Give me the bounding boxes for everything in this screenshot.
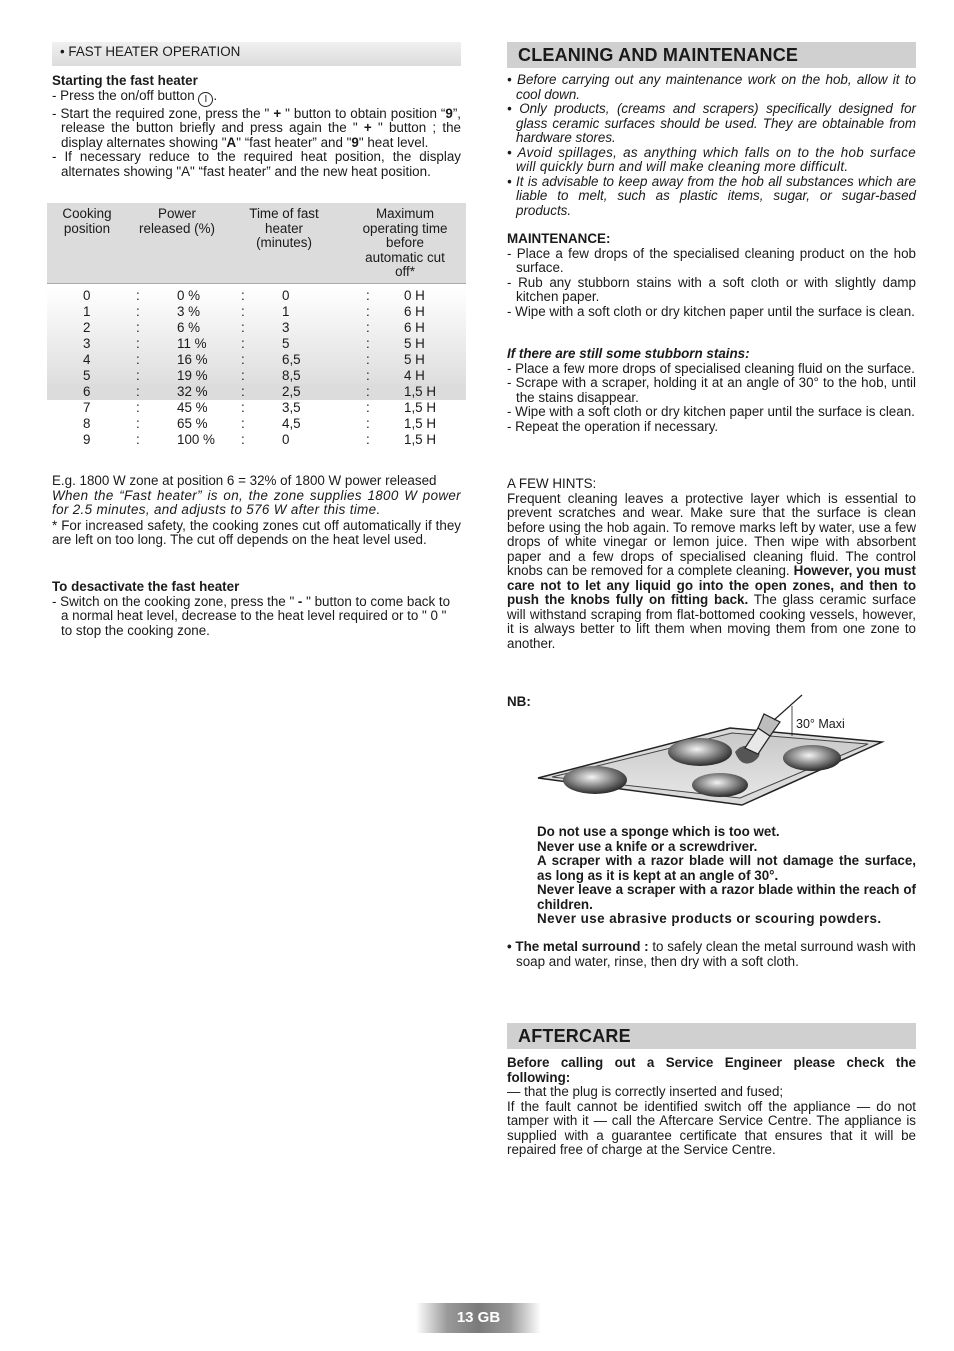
page-number: 13 GB	[416, 1303, 541, 1333]
cell-time: 3,5	[282, 400, 301, 415]
column-separator: :	[366, 304, 370, 319]
stubborn-step-4: - Repeat the operation if necessary.	[507, 418, 719, 434]
cell-time: 4,5	[282, 416, 301, 431]
example-section	[52, 474, 461, 548]
table-row	[47, 336, 466, 352]
cell-max-time: 4 H	[404, 368, 425, 383]
cell-max-time: 6 H	[404, 304, 425, 319]
cooking-zone-rear-right	[783, 745, 841, 771]
bullet-cool-down: • Before carrying out any maintenance work on the hob, allow it to cool down.	[507, 72, 916, 102]
bullet-products: • Only products, (creams and scrapers) specifically designed for glass ceramic surfaces should be used. They are obtainable from hardware stores.	[507, 101, 916, 145]
cooking-zone-front-left	[563, 766, 627, 794]
cell-position: 5	[83, 368, 91, 383]
cell-time: 1	[282, 304, 290, 319]
warning-knife: Never use a knife or a screwdriver.	[537, 838, 758, 854]
column-separator: :	[241, 304, 245, 319]
table-row	[47, 368, 466, 384]
cell-time: 8,5	[282, 368, 301, 383]
col-cooking-position: Cooking position	[62, 206, 112, 236]
cleaning-bullets	[507, 73, 916, 218]
nb-label: NB:	[507, 694, 531, 709]
column-separator: :	[366, 288, 370, 303]
warning-abrasive: Never use abrasive products or scouring powders.	[537, 911, 882, 926]
column-separator: :	[241, 288, 245, 303]
cell-max-time: 1,5 H	[404, 416, 437, 431]
column-separator: :	[136, 384, 140, 399]
table-row	[47, 416, 466, 432]
warning-children: Never leave a scraper with a razor blade within the reach of children.	[537, 882, 916, 912]
cell-max-time: 0 H	[404, 288, 425, 303]
column-separator: :	[241, 336, 245, 351]
warning-sponge: Do not use a sponge which is too wet.	[537, 824, 780, 839]
fast-heater-header: • FAST HEATER OPERATION	[52, 42, 461, 66]
col-max-operating-time: Maximum operating time before automatic cut off*	[362, 206, 448, 279]
stubborn-step-1: - Place a few more drops of specialised cleaning fluid on the surface.	[507, 360, 915, 376]
maintenance-step-1: - Place a few drops of the specialised cleaning product on the hob surface.	[507, 245, 916, 275]
starting-section	[52, 74, 461, 179]
cell-max-time: 1,5 H	[404, 400, 437, 415]
stubborn-title: If there are still some stubborn stains:	[507, 346, 750, 361]
cell-time: 3	[282, 320, 290, 335]
bullet-melting: • It is advisable to keep away from the hob all substances which are liable to melt, such as plastic items, sugar, or sugar-based products.	[507, 173, 916, 218]
table-row	[47, 288, 466, 304]
warnings-block	[537, 825, 916, 927]
cell-max-time: 1,5 H	[404, 432, 437, 447]
cell-position: 6	[83, 384, 91, 399]
column-separator: :	[366, 336, 370, 351]
bullet-spillages: • Avoid spillages, as anything which falls on to the hob surface will quickly burn and will make cleaning more difficult.	[507, 144, 916, 174]
maintenance-step-2: - Rub any stubborn stains with a soft cloth or with slightly damp kitchen paper.	[507, 274, 916, 304]
example-line: E.g. 1800 W zone at position 6 = 32% of 1800 W power released	[52, 473, 437, 488]
stubborn-step-3: - Wipe with a soft cloth or dry kitchen paper until the surface is clean.	[507, 404, 915, 419]
column-separator: :	[241, 400, 245, 415]
column-separator: :	[366, 400, 370, 415]
deactivate-section	[52, 580, 461, 638]
cell-position: 9	[83, 432, 91, 447]
cell-time: 2,5	[282, 384, 301, 399]
cell-power: 16 %	[177, 352, 208, 367]
column-separator: :	[366, 384, 370, 399]
table-row	[47, 432, 466, 448]
aftercare-plug: — that the plug is correctly inserted and fused;	[507, 1084, 784, 1099]
column-separator: :	[366, 416, 370, 431]
column-separator: :	[136, 336, 140, 351]
starting-title: Starting the fast heater	[52, 73, 198, 88]
angle-label: 30° Maxi	[796, 717, 845, 731]
column-separator: :	[136, 432, 140, 447]
cell-time: 6,5	[282, 352, 301, 367]
table-row	[47, 400, 466, 416]
cell-power: 32 %	[177, 384, 208, 399]
cell-position: 4	[83, 352, 91, 367]
cell-power: 65 %	[177, 416, 208, 431]
cell-max-time: 1,5 H	[404, 384, 437, 399]
stubborn-section	[507, 347, 916, 434]
aftercare-section	[507, 1056, 916, 1158]
cell-power: 19 %	[177, 368, 208, 383]
column-separator: :	[241, 352, 245, 367]
cell-position: 8	[83, 416, 91, 431]
cell-power: 6 %	[177, 320, 201, 335]
aftercare-check: Before calling out a Service Engineer please check the following:	[507, 1055, 916, 1085]
cell-power: 45 %	[177, 400, 208, 415]
column-separator: :	[366, 368, 370, 383]
cell-time: 5	[282, 336, 290, 351]
aftercare-title: AFTERCARE	[507, 1023, 916, 1049]
table-row	[47, 384, 466, 400]
cell-position: 3	[83, 336, 91, 351]
column-separator: :	[136, 320, 140, 335]
starting-step-1: - Press the on/off button I .	[52, 87, 218, 105]
column-separator: :	[366, 352, 370, 367]
column-separator: :	[241, 384, 245, 399]
column-separator: :	[136, 416, 140, 431]
column-separator: :	[136, 400, 140, 415]
maintenance-section	[507, 232, 916, 319]
cell-max-time: 6 H	[404, 320, 425, 335]
cell-power: 3 %	[177, 304, 201, 319]
col-fast-heater-time: Time of fast heater (minutes)	[249, 206, 319, 250]
warning-scraper-angle: A scraper with a razor blade will not damage the surface, as long as it is kept at an angle of 30°.	[537, 853, 916, 883]
hints-section	[507, 477, 916, 651]
maintenance-title: MAINTENANCE:	[507, 231, 611, 246]
heat-table-header	[47, 203, 466, 284]
cooking-zone-rear-left	[668, 738, 732, 766]
cell-power: 0 %	[177, 288, 201, 303]
cell-power: 11 %	[177, 336, 207, 351]
starting-step-3: - If necessary reduce to the required heat position, the display alternates showing "A" “fast heater” and the new heat position.	[52, 149, 461, 179]
cell-time: 0	[282, 288, 290, 303]
cell-max-time: 5 H	[404, 352, 425, 367]
cooking-zone-front-right	[692, 773, 748, 797]
cell-position: 0	[83, 288, 91, 303]
column-separator: :	[241, 416, 245, 431]
column-separator: :	[366, 320, 370, 335]
hints-paragraph: Frequent cleaning leaves a protective layer which is essential to prevent scratches and wear. Make sure that the surface is clean before using the hob again. To remove marks left by water, use a few drops of white vinegar or lemon juice. Then wipe with absorbent paper and a few drops of specialised cleaning fluid. The control knobs can be removed for a complete cleaning. However, you must care not to let any liquid go into the open zones, and then to push the knobs fully on fitting back. The glass ceramic surface will withstand scraping from flat-bottomed cooking vessels, however, it is always better to lift them when moving them from one zone to another.	[507, 490, 917, 651]
cell-position: 2	[83, 320, 91, 335]
table-row	[47, 352, 466, 368]
example-italic: When the “Fast heater” is on, the zone supplies 1800 W power for 2.5 minutes, and adjusts to 576 W after this time.	[52, 487, 461, 517]
column-separator: :	[241, 432, 245, 447]
starting-step-2: - Start the required zone, press the " + " button to obtain position “9”, release the button briefly and press again the " + " button ; the display alternates showing "A" “fast heater” and "9" heat level.	[52, 105, 462, 150]
power-button-icon: I	[198, 92, 213, 107]
column-separator: :	[241, 320, 245, 335]
column-separator: :	[241, 368, 245, 383]
column-separator: :	[366, 432, 370, 447]
cell-max-time: 5 H	[404, 336, 425, 351]
heat-table-body	[47, 288, 466, 448]
cell-position: 7	[83, 400, 91, 415]
deactivate-step: - Switch on the cooking zone, press the " - " button to come back to a normal heat level, decrease to the heat level required or to " 0 " to stop the cooking zone.	[52, 593, 451, 638]
cell-position: 1	[83, 304, 91, 319]
table-row	[47, 320, 466, 336]
hob-scraper-illustration	[530, 690, 890, 810]
hints-title: A FEW HINTS:	[507, 476, 597, 491]
safety-note: * For increased safety, the cooking zones cut off automatically if they are left on too long. The cut off depends on the heat level used.	[52, 517, 461, 547]
cell-time: 0	[282, 432, 290, 447]
column-separator: :	[136, 304, 140, 319]
deactivate-title: To desactivate the fast heater	[52, 579, 240, 594]
col-power-released: Power released (%)	[139, 206, 215, 236]
cell-power: 100 %	[177, 432, 215, 447]
column-separator: :	[136, 352, 140, 367]
table-row	[47, 304, 466, 320]
metal-surround-note: • The metal surround : to safely clean the metal surround wash with soap and water, rinse, then dry with a soft cloth.	[507, 939, 916, 969]
cleaning-maintenance-title: CLEANING AND MAINTENANCE	[507, 42, 916, 68]
maintenance-step-3: - Wipe with a soft cloth or dry kitchen paper until the surface is clean.	[507, 303, 915, 319]
aftercare-fault: If the fault cannot be identified switch off the appliance — do not tamper with it — call the Aftercare Service Centre. The appliance is supplied with a guarantee certificate that ensures that it will be repaired free of charge at the Service Centre.	[507, 1098, 916, 1157]
stubborn-step-2: - Scrape with a scraper, holding it at an angle of 30° to the hob, until the stains disappear.	[507, 375, 916, 405]
column-separator: :	[136, 288, 140, 303]
column-separator: :	[136, 368, 140, 383]
